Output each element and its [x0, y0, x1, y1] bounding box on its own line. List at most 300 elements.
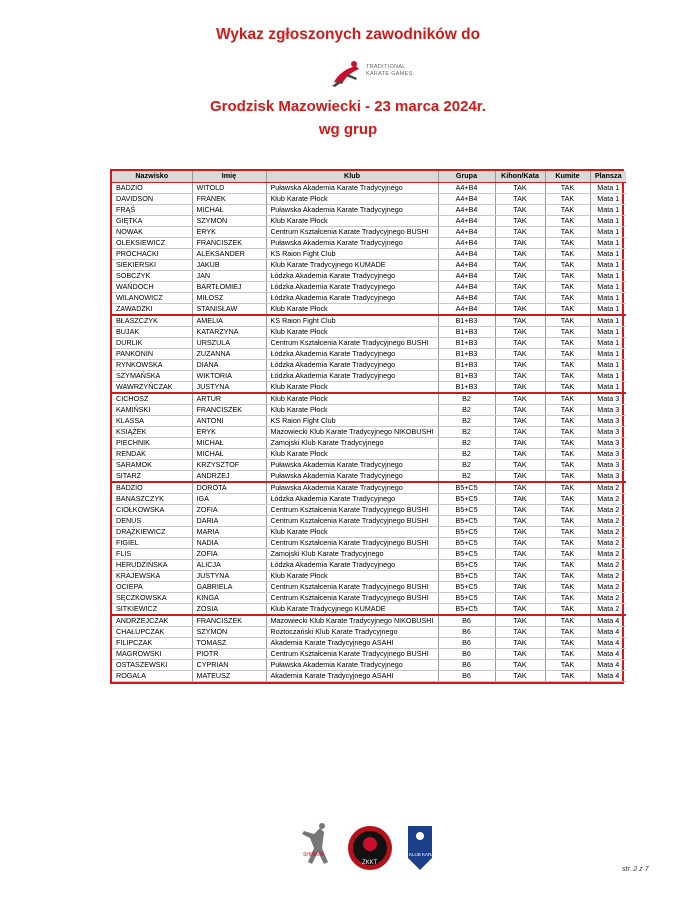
- cell-imie: KINGA: [192, 592, 266, 603]
- cell-plansza: Mata 3: [590, 448, 626, 459]
- cell-imie: STANISŁAW: [192, 303, 266, 315]
- cell-klub: KS Raion Fight Club: [266, 248, 438, 259]
- traditional-karate-games-logo: [326, 58, 416, 90]
- cell-nazwisko: CHAŁUPCZAK: [112, 626, 192, 637]
- cell-klub: Klub Karate Płock: [266, 303, 438, 315]
- cell-grupa: A4+B4: [438, 259, 495, 270]
- cell-kihon-kata: TAK: [495, 281, 545, 292]
- grouping-subtitle: wg grup: [318, 121, 378, 138]
- cell-plansza: Mata 3: [590, 393, 626, 405]
- cell-plansza: Mata 1: [590, 370, 626, 381]
- cell-klub: Centrum Kształcenia Karate Tradycyjnego BUSHI: [266, 581, 438, 592]
- cell-plansza: Mata 4: [590, 626, 626, 637]
- header-klub: Klub: [266, 171, 438, 182]
- cell-kumite: TAK: [545, 215, 590, 226]
- table-row: [112, 404, 626, 415]
- cell-kumite: TAK: [545, 337, 590, 348]
- cell-imie: ARTUR: [192, 393, 266, 405]
- table-row: [112, 248, 626, 259]
- cell-klub: Zamojski Klub Karate Tradycyjnego: [266, 548, 438, 559]
- cell-klub: KS Raion Fight Club: [266, 315, 438, 327]
- cell-kumite: TAK: [545, 415, 590, 426]
- cell-kumite: TAK: [545, 504, 590, 515]
- cell-kumite: TAK: [545, 193, 590, 204]
- cell-imie: JAN: [192, 270, 266, 281]
- cell-kumite: TAK: [545, 248, 590, 259]
- table-body: [112, 182, 626, 681]
- table-row: [112, 537, 626, 548]
- table-row: [112, 426, 626, 437]
- cell-nazwisko: PROCHACKI: [112, 248, 192, 259]
- cell-grupa: B5+C5: [438, 493, 495, 504]
- cell-grupa: A4+B4: [438, 237, 495, 248]
- cell-nazwisko: BADZIO: [112, 182, 192, 193]
- cell-imie: PIOTR: [192, 648, 266, 659]
- header-nazwisko: Nazwisko: [112, 171, 192, 182]
- klub-karate-logo: [408, 826, 440, 870]
- cell-kumite: TAK: [545, 326, 590, 337]
- cell-imie: ALEKSANDER: [192, 248, 266, 259]
- cell-grupa: B5+C5: [438, 548, 495, 559]
- cell-imie: WITOLD: [192, 182, 266, 193]
- cell-grupa: B2: [438, 393, 495, 405]
- cell-kumite: TAK: [545, 437, 590, 448]
- cell-klub: Centrum Kształcenia Karate Tradycyjnego BUSHI: [266, 537, 438, 548]
- cell-grupa: B5+C5: [438, 537, 495, 548]
- table-row: [112, 281, 626, 292]
- cell-grupa: A4+B4: [438, 303, 495, 315]
- cell-kumite: TAK: [545, 448, 590, 459]
- cell-nazwisko: KRAJEWSKA: [112, 570, 192, 581]
- cell-plansza: Mata 2: [590, 559, 626, 570]
- cell-klub: Łódzka Akademia Karate Tradycyjnego: [266, 359, 438, 370]
- cell-imie: SZYMON: [192, 626, 266, 637]
- cell-klub: Klub Karate Płock: [266, 448, 438, 459]
- cell-grupa: B1+B3: [438, 359, 495, 370]
- cell-klub: Puławska Akademia Karate Tradycyjnego: [266, 470, 438, 482]
- table-row: [112, 659, 626, 670]
- cell-kihon-kata: TAK: [495, 303, 545, 315]
- cell-klub: Centrum Kształcenia Karate Tradycyjnego BUSHI: [266, 648, 438, 659]
- cell-grupa: B1+B3: [438, 348, 495, 359]
- cell-nazwisko: SARAMOK: [112, 459, 192, 470]
- cell-kihon-kata: TAK: [495, 215, 545, 226]
- cell-grupa: A4+B4: [438, 292, 495, 303]
- cell-klub: Puławska Akademia Karate Tradycyjnego: [266, 459, 438, 470]
- cell-kihon-kata: TAK: [495, 404, 545, 415]
- cell-kihon-kata: TAK: [495, 448, 545, 459]
- cell-plansza: Mata 3: [590, 437, 626, 448]
- cell-kumite: TAK: [545, 626, 590, 637]
- cell-imie: MARIA: [192, 526, 266, 537]
- header-imie: Imię: [192, 171, 266, 182]
- cell-plansza: Mata 1: [590, 337, 626, 348]
- cell-klub: Zamojski Klub Karate Tradycyjnego: [266, 437, 438, 448]
- cell-imie: MICHAŁ: [192, 448, 266, 459]
- table-row: [112, 303, 626, 315]
- cell-kumite: TAK: [545, 592, 590, 603]
- cell-plansza: Mata 1: [590, 381, 626, 393]
- cell-kihon-kata: TAK: [495, 393, 545, 405]
- cell-klub: Łódzka Akademia Karate Tradycyjnego: [266, 281, 438, 292]
- cell-plansza: Mata 1: [590, 326, 626, 337]
- cell-imie: AMELIA: [192, 315, 266, 327]
- cell-kihon-kata: TAK: [495, 292, 545, 303]
- table-row: [112, 515, 626, 526]
- cell-grupa: A4+B4: [438, 215, 495, 226]
- cell-kumite: TAK: [545, 659, 590, 670]
- cell-grupa: B6: [438, 648, 495, 659]
- cell-plansza: Mata 2: [590, 548, 626, 559]
- cell-nazwisko: PIECHNIK: [112, 437, 192, 448]
- table-row: [112, 337, 626, 348]
- cell-klub: Puławska Akademia Karate Tradycyjnego: [266, 237, 438, 248]
- cell-kumite: TAK: [545, 259, 590, 270]
- cell-nazwisko: SIEKIERSKI: [112, 259, 192, 270]
- cell-grupa: B2: [438, 404, 495, 415]
- shinkin-logo: [302, 823, 328, 864]
- cell-kihon-kata: TAK: [495, 359, 545, 370]
- cell-klub: Puławska Akademia Karate Tradycyjnego: [266, 204, 438, 215]
- cell-kihon-kata: TAK: [495, 259, 545, 270]
- cell-kumite: TAK: [545, 292, 590, 303]
- cell-klub: Akademia Karate Tradycyjnego ASAHI: [266, 637, 438, 648]
- cell-grupa: A4+B4: [438, 204, 495, 215]
- cell-klub: Centrum Kształcenia Karate Tradycyjnego BUSHI: [266, 504, 438, 515]
- cell-nazwisko: ANDRZEJCZAK: [112, 615, 192, 627]
- table-row: [112, 315, 626, 327]
- cell-kihon-kata: TAK: [495, 504, 545, 515]
- cell-nazwisko: BANASZCZYK: [112, 493, 192, 504]
- cell-imie: ANDRZEJ: [192, 470, 266, 482]
- cell-plansza: Mata 2: [590, 603, 626, 615]
- cell-kihon-kata: TAK: [495, 615, 545, 627]
- cell-imie: FRANEK: [192, 193, 266, 204]
- cell-grupa: B2: [438, 448, 495, 459]
- cell-imie: ANTONI: [192, 415, 266, 426]
- footer-logos: [300, 818, 440, 878]
- cell-imie: ZOFIA: [192, 504, 266, 515]
- cell-grupa: B5+C5: [438, 559, 495, 570]
- cell-plansza: Mata 1: [590, 204, 626, 215]
- cell-klub: Klub Karate Płock: [266, 404, 438, 415]
- cell-klub: Łódzka Akademia Karate Tradycyjnego: [266, 348, 438, 359]
- cell-klub: Klub Karate Płock: [266, 215, 438, 226]
- cell-nazwisko: DENUS: [112, 515, 192, 526]
- cell-kihon-kata: TAK: [495, 326, 545, 337]
- cell-klub: Klub Karate Płock: [266, 526, 438, 537]
- cell-kumite: TAK: [545, 393, 590, 405]
- table-row: [112, 226, 626, 237]
- cell-plansza: Mata 3: [590, 426, 626, 437]
- cell-kihon-kata: TAK: [495, 204, 545, 215]
- cell-imie: DOROTA: [192, 482, 266, 494]
- cell-imie: JUSTYNA: [192, 381, 266, 393]
- cell-nazwisko: DRĄŻKIEWICZ: [112, 526, 192, 537]
- cell-kihon-kata: TAK: [495, 193, 545, 204]
- cell-plansza: Mata 2: [590, 493, 626, 504]
- cell-kihon-kata: TAK: [495, 337, 545, 348]
- cell-plansza: Mata 4: [590, 670, 626, 681]
- cell-kihon-kata: TAK: [495, 592, 545, 603]
- cell-kumite: TAK: [545, 615, 590, 627]
- table-row: [112, 204, 626, 215]
- cell-grupa: B1+B3: [438, 381, 495, 393]
- cell-imie: ZUZANNA: [192, 348, 266, 359]
- table-header-row: [112, 171, 626, 182]
- cell-grupa: B6: [438, 670, 495, 681]
- cell-plansza: Mata 1: [590, 292, 626, 303]
- cell-klub: Puławska Akademia Karate Tradycyjnego: [266, 659, 438, 670]
- cell-nazwisko: SZYMAŃSKA: [112, 370, 192, 381]
- cell-klub: Klub Karate Tradycyjnego KUMADE: [266, 259, 438, 270]
- table-row: [112, 215, 626, 226]
- cell-kumite: TAK: [545, 581, 590, 592]
- cell-kumite: TAK: [545, 537, 590, 548]
- event-location-date: Grodzisk Mazowiecki - 23 marca 2024r.: [210, 98, 486, 115]
- cell-imie: MATEUSZ: [192, 670, 266, 681]
- cell-imie: JUSTYNA: [192, 570, 266, 581]
- cell-kihon-kata: TAK: [495, 626, 545, 637]
- cell-plansza: Mata 2: [590, 504, 626, 515]
- cell-plansza: Mata 1: [590, 281, 626, 292]
- cell-kumite: TAK: [545, 370, 590, 381]
- cell-imie: CYPRIAN: [192, 659, 266, 670]
- header-kumite: Kumite: [545, 171, 590, 182]
- cell-klub: Centrum Kształcenia Karate Tradycyjnego BUSHI: [266, 515, 438, 526]
- cell-kihon-kata: TAK: [495, 237, 545, 248]
- cell-klub: Klub Karate Tradycyjnego KUMADE: [266, 603, 438, 615]
- cell-nazwisko: SITKIEWICZ: [112, 603, 192, 615]
- cell-kumite: TAK: [545, 526, 590, 537]
- cell-imie: GABRIELA: [192, 581, 266, 592]
- cell-kihon-kata: TAK: [495, 581, 545, 592]
- table-row: [112, 615, 626, 627]
- cell-kumite: TAK: [545, 548, 590, 559]
- cell-imie: ZOSIA: [192, 603, 266, 615]
- cell-klub: Centrum Kształcenia Karate Tradycyjnego BUSHI: [266, 337, 438, 348]
- cell-kumite: TAK: [545, 637, 590, 648]
- cell-kumite: TAK: [545, 603, 590, 615]
- table-row: [112, 326, 626, 337]
- cell-plansza: Mata 1: [590, 359, 626, 370]
- cell-grupa: B6: [438, 615, 495, 627]
- cell-kumite: TAK: [545, 381, 590, 393]
- cell-nazwisko: DURLIK: [112, 337, 192, 348]
- table-row: [112, 526, 626, 537]
- cell-nazwisko: SOBCZYK: [112, 270, 192, 281]
- cell-klub: Łódzka Akademia Karate Tradycyjnego: [266, 493, 438, 504]
- header-kihon-kata: Kihon/Kata: [495, 171, 545, 182]
- cell-grupa: A4+B4: [438, 270, 495, 281]
- cell-kihon-kata: TAK: [495, 570, 545, 581]
- cell-kumite: TAK: [545, 670, 590, 681]
- cell-klub: Akademia Karate Tradycyjnego ASAHI: [266, 670, 438, 681]
- cell-kumite: TAK: [545, 570, 590, 581]
- cell-kumite: TAK: [545, 648, 590, 659]
- cell-nazwisko: CIOŁKOWSKA: [112, 504, 192, 515]
- cell-imie: FRANCISZEK: [192, 404, 266, 415]
- cell-plansza: Mata 2: [590, 515, 626, 526]
- cell-plansza: Mata 3: [590, 470, 626, 482]
- cell-nazwisko: RYNKOWSKA: [112, 359, 192, 370]
- cell-kihon-kata: TAK: [495, 315, 545, 327]
- cell-grupa: B6: [438, 626, 495, 637]
- cell-imie: MICHAŁ: [192, 204, 266, 215]
- cell-nazwisko: OCIEPA: [112, 581, 192, 592]
- cell-nazwisko: KSIĄŻEK: [112, 426, 192, 437]
- cell-kihon-kata: TAK: [495, 603, 545, 615]
- table-row: [112, 603, 626, 615]
- cell-plansza: Mata 4: [590, 615, 626, 627]
- cell-nazwisko: FRĄŚ: [112, 204, 192, 215]
- cell-kumite: TAK: [545, 226, 590, 237]
- cell-kihon-kata: TAK: [495, 648, 545, 659]
- cell-klub: Centrum Kształcenia Karate Tradycyjnego BUSHI: [266, 592, 438, 603]
- cell-nazwisko: FLIS: [112, 548, 192, 559]
- cell-grupa: B5+C5: [438, 603, 495, 615]
- cell-kihon-kata: TAK: [495, 548, 545, 559]
- cell-imie: KATARZYNA: [192, 326, 266, 337]
- table-row: [112, 259, 626, 270]
- cell-nazwisko: KAMIŃSKI: [112, 404, 192, 415]
- cell-plansza: Mata 1: [590, 348, 626, 359]
- cell-plansza: Mata 4: [590, 659, 626, 670]
- cell-grupa: B5+C5: [438, 581, 495, 592]
- cell-nazwisko: MAGROWSKI: [112, 648, 192, 659]
- cell-grupa: B6: [438, 659, 495, 670]
- cell-kihon-kata: TAK: [495, 482, 545, 494]
- cell-plansza: Mata 3: [590, 459, 626, 470]
- cell-kihon-kata: TAK: [495, 270, 545, 281]
- header-grupa: Grupa: [438, 171, 495, 182]
- cell-kumite: TAK: [545, 426, 590, 437]
- cell-kumite: TAK: [545, 270, 590, 281]
- cell-nazwisko: FILIPCZAK: [112, 637, 192, 648]
- cell-klub: Łódzka Akademia Karate Tradycyjnego: [266, 559, 438, 570]
- cell-nazwisko: BŁASZCZYK: [112, 315, 192, 327]
- cell-imie: DARIA: [192, 515, 266, 526]
- cell-klub: Mazowiecki Klub Karate Tradycyjnego NIKOBUSHI: [266, 426, 438, 437]
- header-plansza: Plansza: [590, 171, 626, 182]
- cell-kihon-kata: TAK: [495, 493, 545, 504]
- cell-grupa: A4+B4: [438, 182, 495, 193]
- cell-klub: Klub Karate Płock: [266, 570, 438, 581]
- cell-imie: TOMASZ: [192, 637, 266, 648]
- cell-imie: NADIA: [192, 537, 266, 548]
- cell-nazwisko: GIĘTKA: [112, 215, 192, 226]
- table-row: [112, 648, 626, 659]
- table-row: [112, 581, 626, 592]
- cell-grupa: B5+C5: [438, 570, 495, 581]
- cell-kihon-kata: TAK: [495, 559, 545, 570]
- cell-nazwisko: NOWAK: [112, 226, 192, 237]
- cell-imie: JAKUB: [192, 259, 266, 270]
- cell-imie: ERYK: [192, 426, 266, 437]
- cell-plansza: Mata 2: [590, 581, 626, 592]
- cell-plansza: Mata 1: [590, 215, 626, 226]
- cell-nazwisko: BADZIO: [112, 482, 192, 494]
- table-row: [112, 592, 626, 603]
- table-row: [112, 359, 626, 370]
- cell-kihon-kata: TAK: [495, 526, 545, 537]
- cell-kihon-kata: TAK: [495, 182, 545, 193]
- logo-text: TRADITIONAL KARATE GAMES: [366, 64, 413, 77]
- cell-kumite: TAK: [545, 204, 590, 215]
- cell-nazwisko: HERUDZIŃSKA: [112, 559, 192, 570]
- cell-kihon-kata: TAK: [495, 437, 545, 448]
- cell-kihon-kata: TAK: [495, 659, 545, 670]
- cell-kumite: TAK: [545, 404, 590, 415]
- cell-nazwisko: WAWRZYŃCZAK: [112, 381, 192, 393]
- cell-grupa: B1+B3: [438, 326, 495, 337]
- cell-klub: Centrum Kształcenia Karate Tradycyjnego BUSHI: [266, 226, 438, 237]
- table-row: [112, 504, 626, 515]
- table-row: [112, 237, 626, 248]
- table-row: [112, 559, 626, 570]
- participants-table: [112, 171, 626, 682]
- cell-imie: FRANCISZEK: [192, 615, 266, 627]
- cell-imie: ZOFIA: [192, 548, 266, 559]
- cell-grupa: B6: [438, 637, 495, 648]
- cell-kihon-kata: TAK: [495, 348, 545, 359]
- cell-nazwisko: DAVIDSON: [112, 193, 192, 204]
- cell-nazwisko: SITARZ: [112, 470, 192, 482]
- cell-plansza: Mata 2: [590, 526, 626, 537]
- cell-nazwisko: FIGIEL: [112, 537, 192, 548]
- table-row: [112, 493, 626, 504]
- cell-klub: Puławska Akademia Karate Tradycyjnego: [266, 182, 438, 193]
- cell-kumite: TAK: [545, 493, 590, 504]
- table-row: [112, 482, 626, 494]
- cell-plansza: Mata 4: [590, 637, 626, 648]
- cell-imie: BARTŁOMIEJ: [192, 281, 266, 292]
- cell-kumite: TAK: [545, 348, 590, 359]
- cell-klub: Klub Karate Płock: [266, 326, 438, 337]
- table-row: [112, 670, 626, 681]
- cell-plansza: Mata 1: [590, 259, 626, 270]
- cell-imie: MICHAŁ: [192, 437, 266, 448]
- cell-grupa: B2: [438, 470, 495, 482]
- cell-kumite: TAK: [545, 281, 590, 292]
- table-row: [112, 548, 626, 559]
- cell-kihon-kata: TAK: [495, 515, 545, 526]
- cell-plansza: Mata 1: [590, 303, 626, 315]
- table-row: [112, 182, 626, 193]
- cell-kumite: TAK: [545, 182, 590, 193]
- table-row: [112, 459, 626, 470]
- cell-klub: Mazowiecki Klub Karate Tradycyjnego NIKOBUSHI: [266, 615, 438, 627]
- cell-plansza: Mata 1: [590, 248, 626, 259]
- cell-nazwisko: OSTASZEWSKI: [112, 659, 192, 670]
- cell-nazwisko: BUJAK: [112, 326, 192, 337]
- cell-kihon-kata: TAK: [495, 459, 545, 470]
- cell-grupa: B5+C5: [438, 482, 495, 494]
- cell-grupa: A4+B4: [438, 248, 495, 259]
- table-row: [112, 470, 626, 482]
- cell-imie: URSZULA: [192, 337, 266, 348]
- cell-kihon-kata: TAK: [495, 670, 545, 681]
- cell-plansza: Mata 2: [590, 570, 626, 581]
- cell-kumite: TAK: [545, 359, 590, 370]
- cell-kumite: TAK: [545, 237, 590, 248]
- cell-imie: WIKTORIA: [192, 370, 266, 381]
- document-title: Wykaz zgłoszonych zawodników do: [215, 26, 481, 43]
- table-row: [112, 193, 626, 204]
- cell-grupa: A4+B4: [438, 281, 495, 292]
- cell-grupa: B5+C5: [438, 504, 495, 515]
- cell-plansza: Mata 1: [590, 193, 626, 204]
